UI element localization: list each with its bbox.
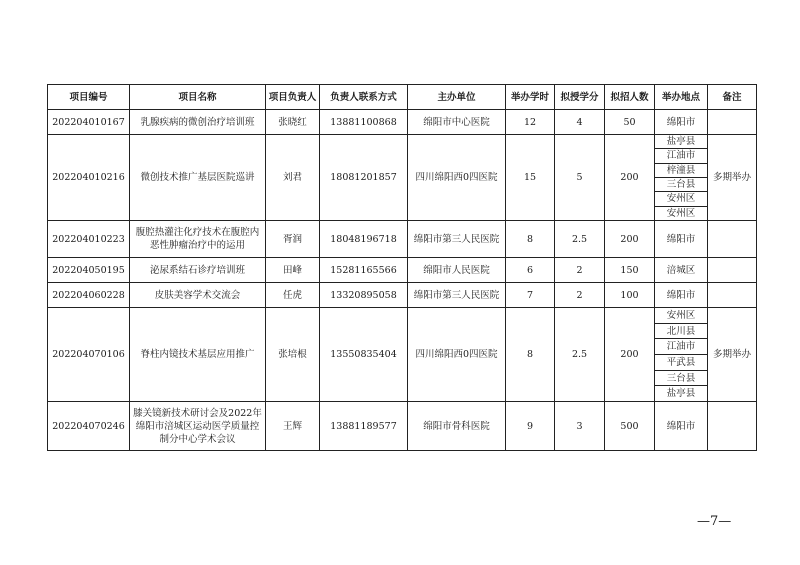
project-id: 202204010223 [48,221,130,258]
location: 三台县 [655,178,707,192]
table-row [48,283,757,308]
host-unit: 四川绵阳西0四医院 [408,135,506,221]
project-id: 202204010216 [48,135,130,221]
note [708,258,757,283]
location: 涪城区 [655,258,708,283]
header-host: 主办单位 [408,85,506,110]
note [708,110,757,135]
table-row [48,135,757,221]
project-name: 泌尿系结石诊疗培训班 [130,258,266,283]
location: 安州区 [666,207,696,219]
leader-phone: 18081201857 [320,135,408,221]
project-id: 202204010167 [48,110,130,135]
project-id: 202204070246 [48,402,130,451]
table-row [48,221,757,258]
leader-phone: 13881100868 [320,110,408,135]
hours: 12 [506,110,555,135]
header-note: 备注 [708,85,757,110]
project-leader: 王辉 [266,402,320,451]
host-unit: 绵阳市中心医院 [408,110,506,135]
table-row [48,110,757,135]
location: 梓潼县 [655,164,707,178]
project-name: 膝关镜新技术研讨会及2022年绵阳市涪城区运动医学质量控制分中心学术会议 [130,402,266,451]
project-id: 202204060228 [48,283,130,308]
project-name: 脊柱内镜技术基层应用推广 [130,308,266,402]
header-leader: 项目负责人 [266,85,320,110]
credits: 2 [555,283,605,308]
page-number: —7— [697,514,732,529]
location: 江油市 [655,149,707,163]
location: 绵阳市 [655,402,708,451]
people: 150 [605,258,655,283]
project-id: 202204050195 [48,258,130,283]
note [708,402,757,451]
credits: 3 [555,402,605,451]
location: 盐亭县 [666,388,696,400]
note [708,283,757,308]
leader-phone: 18048196718 [320,221,408,258]
credits: 5 [555,135,605,221]
location-list [655,135,708,221]
table-row [48,258,757,283]
people: 500 [605,402,655,451]
credits: 2.5 [555,221,605,258]
host-unit: 四川绵阳西0四医院 [408,308,506,402]
location: 安州区 [655,192,707,206]
project-leader: 田峰 [266,258,320,283]
location: 北川县 [655,324,707,340]
people: 200 [605,135,655,221]
hours: 15 [506,135,555,221]
project-name: 腹腔热灌注化疗技术在腹腔内恶性肿瘤治疗中的运用 [130,221,266,258]
credits: 2.5 [555,308,605,402]
header-contact: 负责人联系方式 [320,85,408,110]
leader-phone: 13320895058 [320,283,408,308]
project-name: 皮肤美容学术交流会 [130,283,266,308]
hours: 6 [506,258,555,283]
table-row [48,308,757,402]
hours: 8 [506,221,555,258]
note: 多期举办 [708,308,757,402]
location: 绵阳市 [655,221,708,258]
header-location: 举办地点 [655,85,708,110]
hours: 9 [506,402,555,451]
credits: 4 [555,110,605,135]
location: 绵阳市 [655,283,708,308]
hours: 8 [506,308,555,402]
location: 平武县 [655,355,707,371]
header-project-id: 项目编号 [48,85,130,110]
header-project-name: 项目名称 [130,85,266,110]
location-list [655,308,708,402]
header-hours: 举办学时 [506,85,555,110]
credits: 2 [555,258,605,283]
location: 安州区 [655,308,707,324]
location: 绵阳市 [655,110,708,135]
note [708,221,757,258]
table-row [48,402,757,451]
location: 江油市 [655,339,707,355]
hours: 7 [506,283,555,308]
host-unit: 绵阳市人民医院 [408,258,506,283]
leader-phone: 13881189577 [320,402,408,451]
project-name: 微创技术推广基层医院巡讲 [130,135,266,221]
project-id: 202204070106 [48,308,130,402]
leader-phone: 13550835404 [320,308,408,402]
note: 多期举办 [708,135,757,221]
location: 盐亭县 [655,135,707,149]
people: 50 [605,110,655,135]
people: 200 [605,308,655,402]
project-leader: 刘君 [266,135,320,221]
project-leader: 胥润 [266,221,320,258]
project-name: 乳腺疾病的微创治疗培训班 [130,110,266,135]
project-leader: 张培根 [266,308,320,402]
training-projects-table [47,84,757,451]
header-credits: 拟授学分 [555,85,605,110]
leader-phone: 15281165566 [320,258,408,283]
host-unit: 绵阳市骨科医院 [408,402,506,451]
header-people: 拟招人数 [605,85,655,110]
project-leader: 张晓红 [266,110,320,135]
host-unit: 绵阳市第三人民医院 [408,221,506,258]
table-header-row [48,85,757,110]
host-unit: 绵阳市第三人民医院 [408,283,506,308]
people: 100 [605,283,655,308]
people: 200 [605,221,655,258]
location: 三台县 [655,371,707,387]
project-leader: 任虎 [266,283,320,308]
